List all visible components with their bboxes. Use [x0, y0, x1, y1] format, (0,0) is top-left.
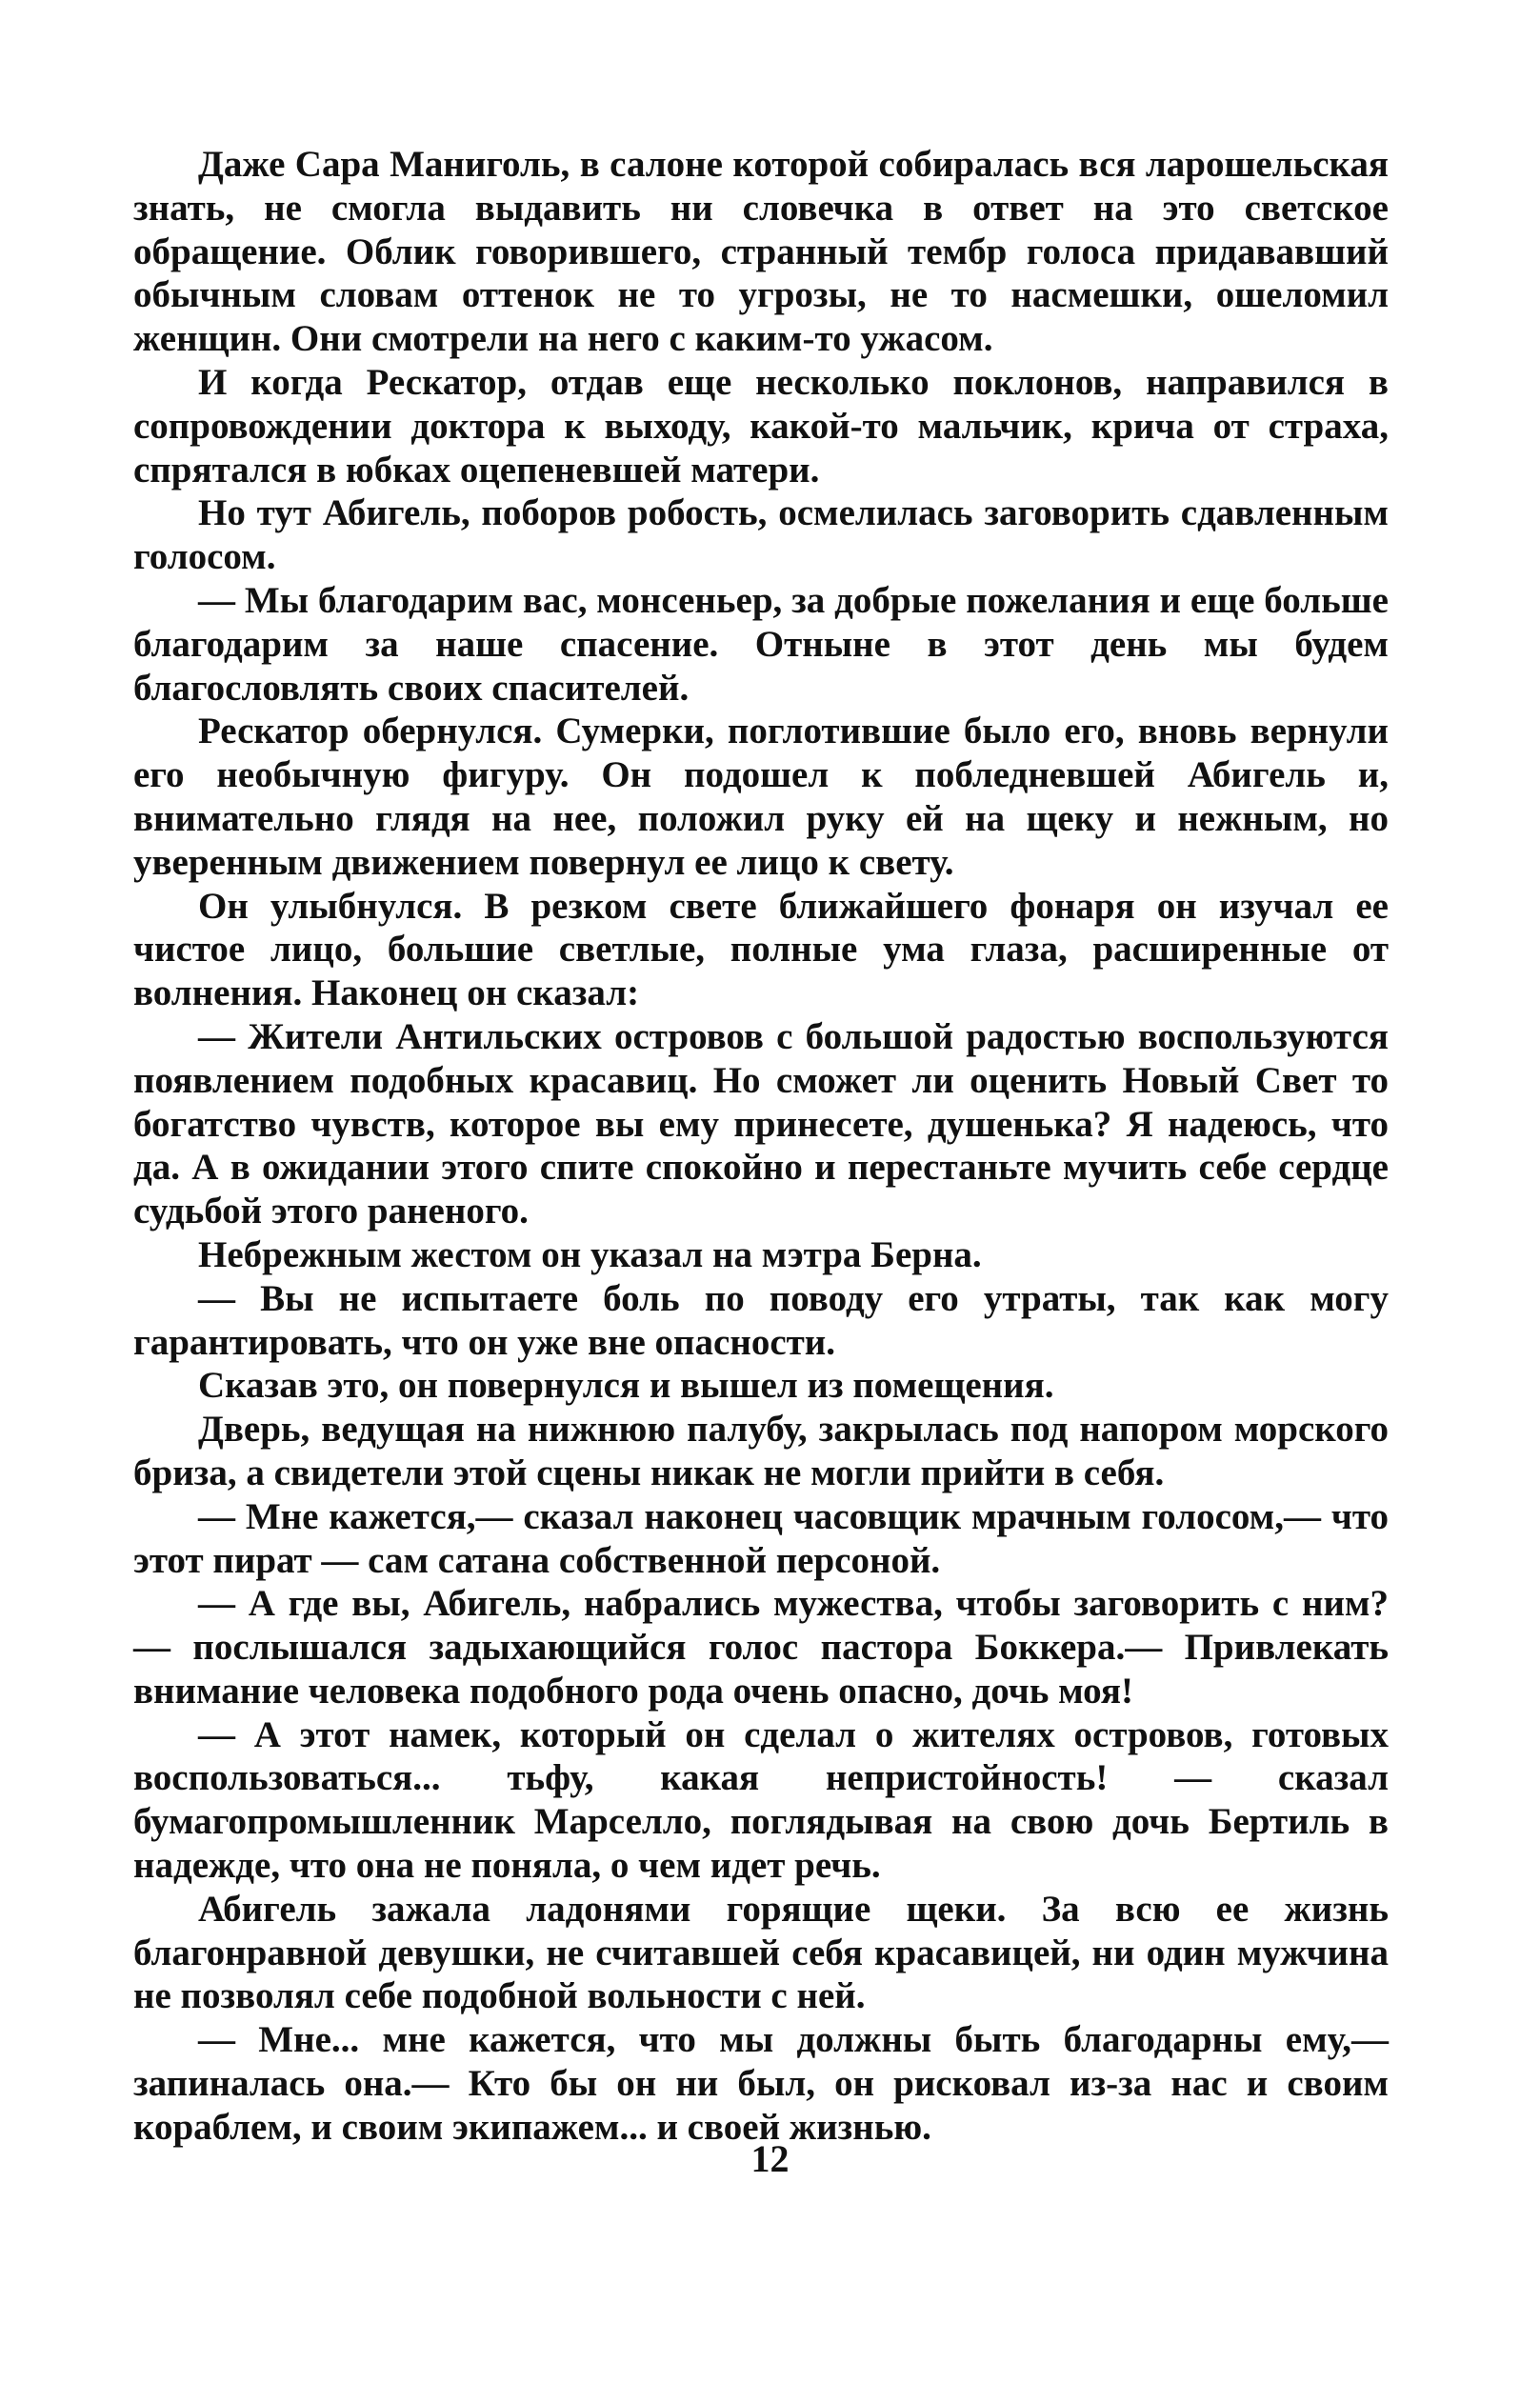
paragraph: Даже Сара Маниголь, в салоне которой собиралась вся ларошельская знать, не смогла выдавить ни словечка в ответ на это светское обращение. Облик говорившего, странный тембр голоса придававший обычным словам оттенок не то угрозы, не то насмешки, ошеломил женщин. Они смотрели на него с каким-то ужасом.: [133, 144, 1389, 360]
paragraph: — Жители Антильских островов с большой радостью воспользуются появлением подобных красавиц. Но сможет ли оценить Новый Свет то богатство чувств, которое вы ему принесете, душенька? Я надеюсь, что да. А в ожидании этого спите спокойно и перестаньте мучить себе сердце судьбой этого раненого.: [133, 1015, 1389, 1232]
paragraph: — Вы не испытаете боль по поводу его утраты, так как могу гарантировать, что он уже вне опасности.: [133, 1277, 1389, 1363]
paragraph: — Мы благодарим вас, монсеньер, за добрые пожелания и еще больше благодарим за наше спасение. Отныне в этот день мы будем благословлять своих спасителей.: [133, 579, 1389, 709]
paragraph: Он улыбнулся. В резком свете ближайшего фонаря он изучал ее чистое лицо, большие светлые, полные ума глаза, расширенные от волнения. Наконец он сказал:: [133, 885, 1389, 1014]
body-text: [133, 143, 1389, 2150]
paragraph: — А этот намек, который он сделал о жителях островов, готовых воспользоваться... тьфу, какая непристойность! — сказал бумагопромышленник Марселло, поглядывая на свою дочь Бертиль в надежде, что она не поняла, о чем идет речь.: [133, 1713, 1389, 1887]
paragraph: Но тут Абигель, поборов робость, осмелилась заговорить сдавленным голосом.: [133, 492, 1389, 578]
paragraph: Рескатор обернулся. Сумерки, поглотившие было его, вновь вернули его необычную фигуру. Он подошел к побледневшей Абигель и, внимательно глядя на нее, положил руку ей на щеку и нежным, но уверенным движением повернул ее лицо к свету.: [133, 711, 1389, 883]
paragraph: Абигель зажала ладонями горящие щеки. За всю ее жизнь благонравной девушки, не считавшей себя красавицей, ни один мужчина не позволял себе подобной вольности с ней.: [133, 1888, 1389, 2017]
paragraph: — А где вы, Абигель, набрались мужества, чтобы заговорить с ним? — послышался задыхающийся голос пастора Боккера.— Привлекать внимание человека подобного рода очень опасно, дочь моя!: [133, 1583, 1389, 1712]
paragraph: Небрежным жестом он указал на мэтра Берна.: [198, 1233, 982, 1275]
paragraph: Сказав это, он повернулся и вышел из помещения.: [198, 1365, 1054, 1407]
paragraph: И когда Рескатор, отдав еще несколько поклонов, направился в сопровождении доктора к выходу, какой-то мальчик, крича от страха, спрятался в юбках оцепеневшей матери.: [133, 361, 1389, 491]
page-number: 12: [750, 2137, 790, 2180]
paragraph: Дверь, ведущая на нижнюю палубу, закрылась под напором морского бриза, а свидетели этой сцены никак не могли прийти в себя.: [133, 1409, 1389, 1493]
paragraph: — Мне кажется,— сказал наконец часовщик мрачным голосом,— что этот пират — сам сатана собственной персоной.: [133, 1495, 1389, 1581]
paragraph: — Мне... мне кажется, что мы должны быть благодарны ему,— запиналась она.— Кто бы он ни был, он рисковал из-за нас и своим кораблем, и своим экипажем... и своей жизнью.: [133, 2019, 1389, 2148]
